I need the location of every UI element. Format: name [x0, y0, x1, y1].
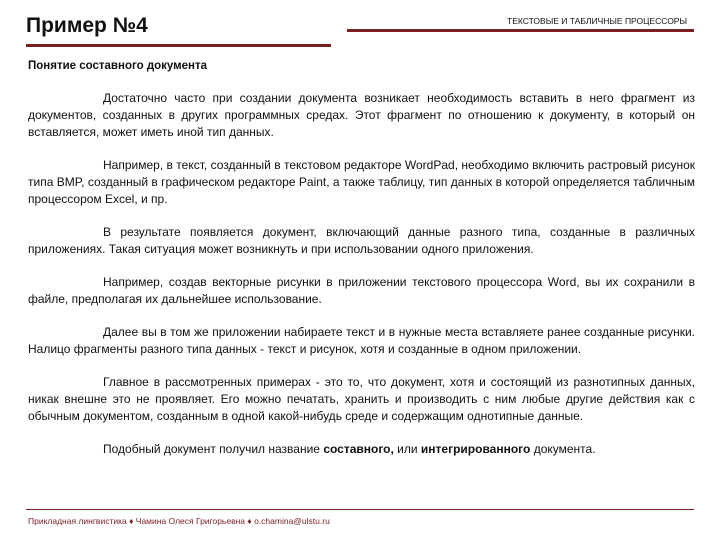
final-paragraph — [28, 441, 695, 458]
content-heading: Понятие составного документа — [28, 60, 208, 72]
paragraph: В результате появляется документ, включающий данные разного типа, созданные в различных приложениях. Такая ситуация может возникнуть и при использовании одного приложения. — [28, 225, 695, 256]
paragraph: Далее вы в том же приложении набираете текст и в нужные места вставляете ранее созданные рисунки. Налицо фрагменты разного типа данных - текст и рисунок, хотя и созданные в одном приложении. — [28, 325, 695, 356]
final-suffix: документа. — [530, 442, 596, 456]
paragraph: Главное в рассмотренных примерах - это то, что документ, хотя и состоящий из разнотипных данных, никак внешне это не проявляет. Его можно печатать, хранить и производить с ним любые другие действия как с обычным документом, созданным в одной какой-нибудь среде и содержащим однотипные данные. — [28, 375, 695, 423]
paragraph: Достаточно часто при создании документа возникает необходимость вставить в него фрагмент из документов, созданных в других программных средах. Этот фрагмент по отношению к документу, в который он вставляется, может иметь иной тип данных. — [28, 91, 695, 139]
paragraph: Например, создав векторные рисунки в приложении текстового процессора Word, вы их сохранили в файле, предполагая их дальнейшее использование. — [28, 275, 695, 306]
final-prefix: Подобный документ получил название — [103, 442, 324, 456]
footer-rule — [26, 509, 694, 510]
footer-credits: Прикладная лингвистика ♦ Чамина Олеся Григорьевна ♦ o.chamina@ulstu.ru — [28, 516, 330, 526]
slide-title: Пример №4 — [26, 14, 148, 37]
title-underline — [26, 44, 331, 47]
section-label: ТЕКСТОВЫЕ И ТАБЛИЧНЫЕ ПРОЦЕССОРЫ — [507, 16, 687, 26]
content-body — [28, 60, 695, 474]
section-underline — [347, 29, 694, 32]
term-composite: составного, — [323, 442, 394, 456]
final-middle: или — [393, 442, 421, 456]
paragraph: Например, в текст, созданный в текстовом редакторе WordPad, необходимо включить растровый рисунок типа BMP, созданный в графическом редакторе Paint, а также таблицу, тип данных в которой определяется табличным процессором Excel, и пр. — [28, 158, 695, 206]
term-integrated: интегрированного — [420, 442, 531, 456]
